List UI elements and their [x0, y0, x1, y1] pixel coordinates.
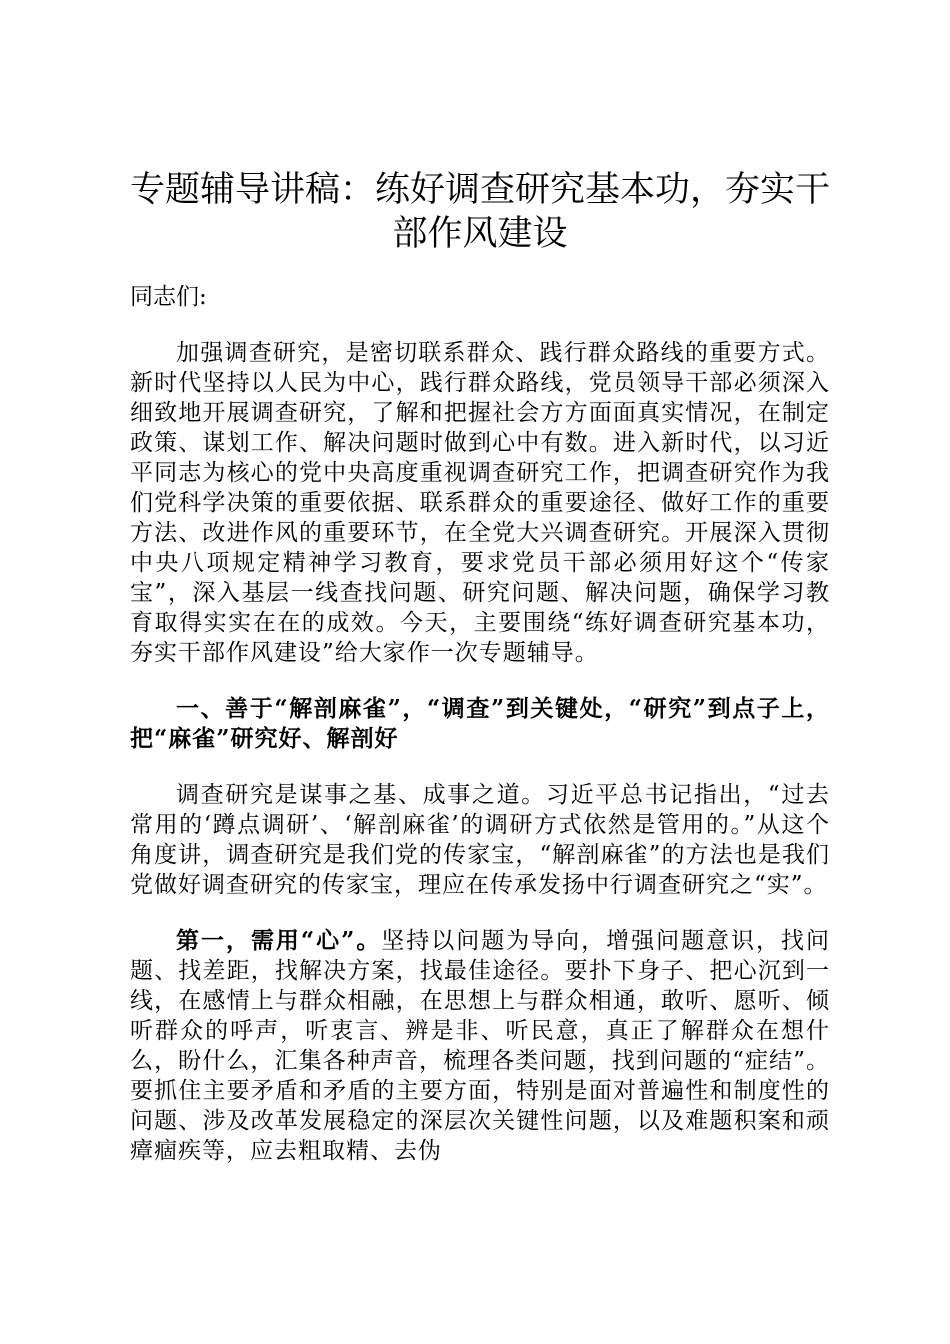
salutation: 同志们:: [130, 284, 207, 310]
document-title: 专题辅导讲稿：练好调查研究基本功，夯实干部作风建设: [130, 170, 831, 254]
point-1-lead: 第一，需用“心”。: [176, 927, 382, 954]
intro-paragraph: 加强调查研究，是密切联系群众、践行群众路线的重要方式。新时代坚持以人民为中心，践行群众路线，党员领导干部必须深入细致地开展调查研究，了解和把握社会方方面面真实情况，在制定政策、谋划工作、解决问题时做到心中有数。进入新时代，以习近平同志为核心的党中央高度重视调查研究工作，把调查研究作为我们党科学决策的重要依据、联系群众的重要途径、做好工作的重要方法、改进作风的重要环节，在全党大兴调查研究。开展深入贯彻中央八项规定精神学习教育，要求党员干部必须用好这个“传家宝”，深入基层一线查找问题、研究问题、解决问题，确保学习教育取得实实在在的成效。今天，主要围绕“练好调查研究基本功，夯实干部作风建设”给大家作一次专题辅导。: [130, 340, 830, 666]
section-1-paragraph: 调查研究是谋事之基、成事之道。习近平总书记指出，“过去常用的‘蹲点调研’、‘解剖麻雀’的调研方式依然是管用的。”从这个角度讲，调查研究是我们党的传家宝，“解剖麻雀”的方法也是我们党做好调查研究的传家宝，理应在传承发扬中行调查研究之“实”。: [130, 782, 830, 898]
document-page: [130, 168, 830, 1166]
point-1-body: 坚持以问题为导向，增强问题意识，找问题、找差距，找解决方案，找最佳途径。要扑下身子、把心沉到一线，在感情上与群众相融，在思想上与群众相通，敢听、愿听、倾听群众的呼声，听衷言、辨是非、听民意，真正了解群众在想什么，盼什么，汇集各种声音，梳理各类问题，找到问题的“症结”。要抓住主要矛盾和矛盾的主要方面，特别是面对普遍性和制度性的问题、涉及改革发展稳定的深层次关键性问题，以及难题积案和顽瘴痼疾等，应去粗取精、去伪: [130, 928, 830, 1164]
section-1-heading: 一、善于“解剖麻雀”，“调查”到关键处，“研究”到点子上，把“麻雀”研究好、解剖好: [130, 695, 830, 752]
point-1-paragraph: [130, 926, 830, 1166]
